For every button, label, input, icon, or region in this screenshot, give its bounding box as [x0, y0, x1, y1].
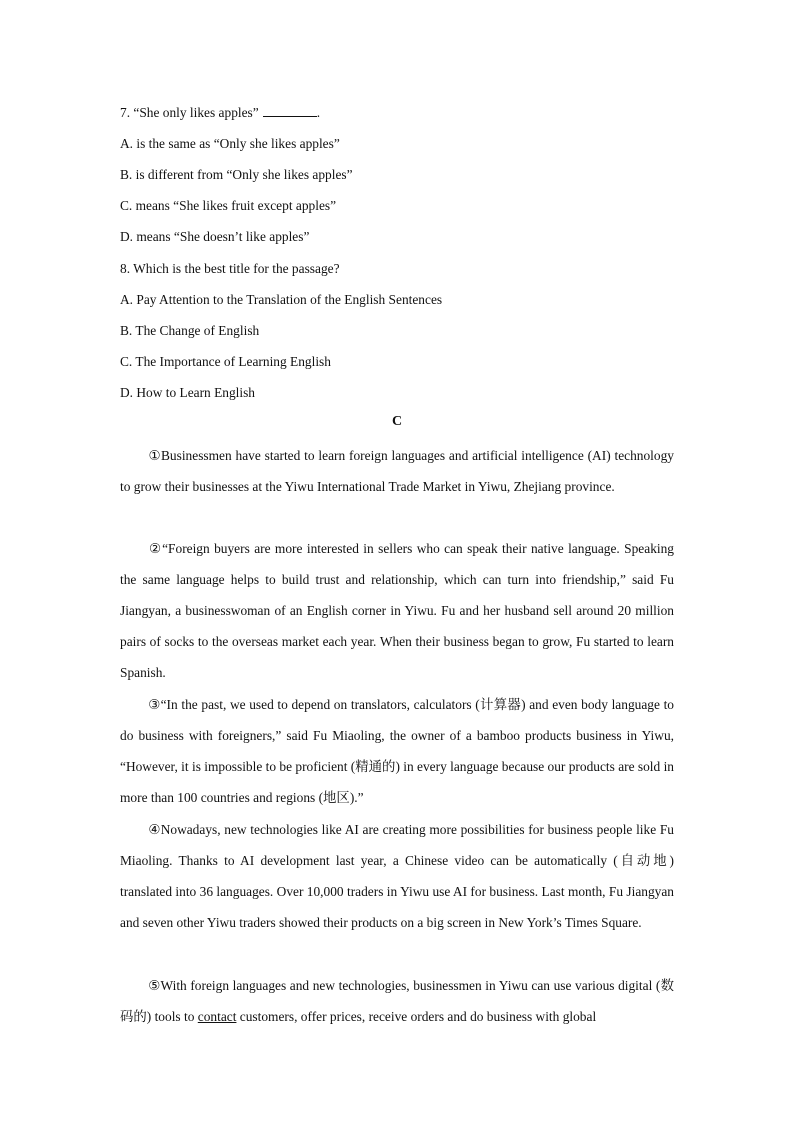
section-title: C [391, 414, 403, 429]
question-7-end: . [316, 105, 321, 120]
question-7-text: 7. “She only likes apples” [120, 105, 259, 120]
question-7-option-b: B. is different from “Only she likes apples” [120, 167, 353, 182]
paragraph-1-text: ①Businessmen have started to learn foreign languages and artificial intelligence (AI) technology to grow their businesses at the Yiwu International Trade Market in Yiwu, Zhejiang province. [120, 448, 674, 494]
paragraph-2-text: ②“Foreign buyers are more interested in sellers who can speak their native language. Speaking the same language helps to build trust and relationship, which can turn into friendship,” said Fu Jiangyan, a businesswoman of an English corner in Yiwu. Fu and her husband sell around 20 million pairs of socks to the overseas market each year. When their business began to grow, Fu started to learn Spanish. [120, 541, 674, 680]
paragraph-5 [120, 970, 674, 1032]
paragraph-4-text: ④Nowadays, new technologies like AI are creating more possibilities for business people like Fu Miaoling. Thanks to AI development last year, a Chinese video can be automatically (自动地) translated into 36 languages. Over 10,000 traders in Yiwu use AI for business. Last month, Fu Jiangyan and seven other Yiwu traders showed their products on a big screen in New York’s Times Square. [120, 822, 674, 930]
paragraph-3-text: ③“In the past, we used to depend on translators, calculators (计算器) and even body language to do business with foreigners,” said Fu Miaoling, the owner of a bamboo products business in Yiwu, “However, it is impossible to be proficient (精通的) in every language because our products are sold in more than 100 countries and regions (地区).” [120, 697, 674, 805]
question-7-option-d: D. means “She doesn’t like apples” [120, 229, 310, 244]
question-8-option-c: C. The Importance of Learning English [120, 354, 331, 369]
question-8-option-a: A. Pay Attention to the Translation of the English Sentences [120, 292, 443, 307]
question-7-option-a: A. is the same as “Only she likes apples” [120, 136, 340, 151]
answer-blank [263, 104, 317, 117]
question-7-stem [120, 104, 320, 122]
paragraph-5-text-after: customers, offer prices, receive orders and do business with global [239, 1009, 597, 1024]
question-7-option-c: C. means “She likes fruit except apples” [120, 198, 337, 213]
paragraph-1 [120, 440, 674, 502]
question-8-option-d: D. How to Learn English [120, 385, 255, 400]
underlined-word: contact [197, 1009, 237, 1024]
paragraph-4 [120, 814, 674, 938]
question-8-stem: 8. Which is the best title for the passage? [120, 261, 340, 276]
question-8-option-b: B. The Change of English [120, 323, 260, 338]
paragraph-5-text-before: ⑤With foreign languages and new technologies, businessmen in Yiwu can use various digital (数码的) tools to [120, 978, 674, 1024]
paragraph-2 [120, 533, 674, 688]
paragraph-3 [120, 689, 674, 813]
